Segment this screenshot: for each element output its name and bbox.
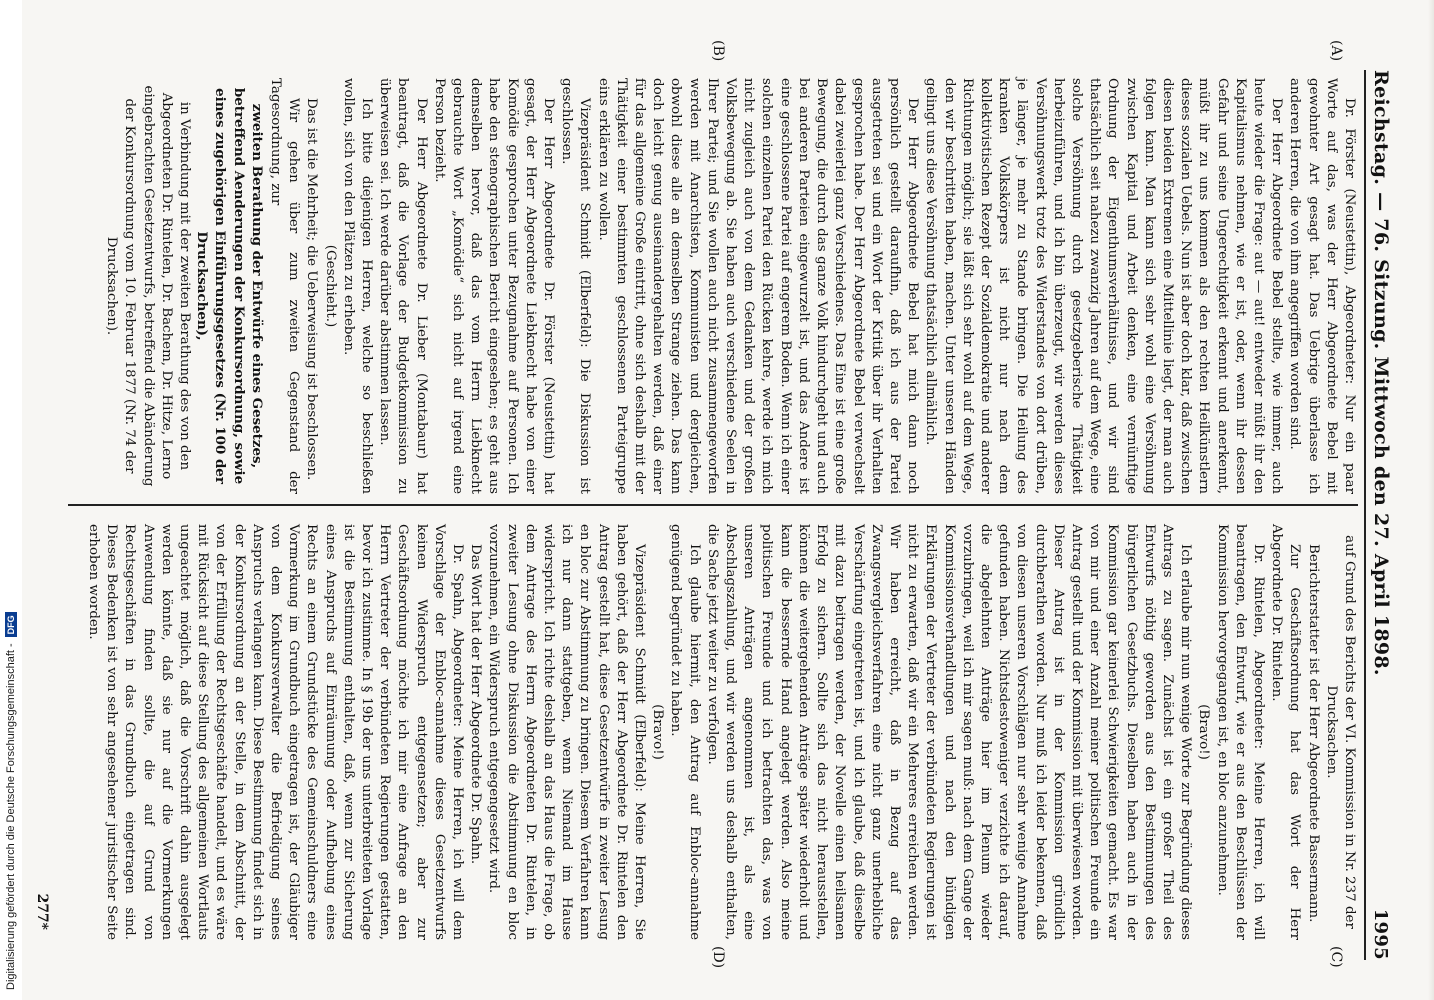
page-number: 1995 — [1370, 908, 1391, 960]
paragraph: Vizepräsident Schmidt (Elberfeld): Die Diskussion ist geschlossen. — [559, 78, 593, 494]
header-rule — [1364, 70, 1366, 960]
paragraph: Ich bitte diejenigen Herren, welche so beschließen wollen, sich von den Plätzen zu erheben. — [340, 78, 375, 494]
paragraph: Dr. Förster (Neustettin), Abgeordneter: Nur ein paar Worte auf das, was der Herr Abgeordnete Bebel mit gewohnter Art gesagt hat. Das Uebrige überlasse ich anderen Herren, die von ihm angegriffen worden sind. — [1287, 78, 1357, 494]
paragraph: Das Wort hat der Herr Abgeordnete Dr. Spahn. — [468, 544, 484, 865]
paragraph: Berichterstatter ist der Herr Abgeordnete Bassermann. — [1305, 544, 1321, 923]
page-header — [1370, 70, 1410, 960]
paragraph: Das ist die Mehrheit; die Ueberweisung ist beschlossen. — [304, 98, 320, 481]
signature-mark: 277* — [34, 893, 50, 930]
paragraph: Ich erlaube mir nun wenige Worte zur Begründung dieses Antrags zu sagen. Zunächst ist ein großer Theil des Entwurfs nöthig geworden aus den Bestimmungen des bürgerlichen Gesetzbuchs. Dieselben haben auch in der Kommission gar keinerlei Schwierigkeiten gemacht. Es war von mir und einer Anzahl meiner politischen Freunde ein Antrag gestellt und der Kommission mit überwiesen worden. Dieser Antrag ist in der Kommission gründlich durchberathen worden. Nur muß ich leider bekennen, daß von diesen unseren Vorschlägen nur sehr wenige Annahme gefunden haben. Nichtsdestoweniger verzichte ich darauf, die abgelehnten Anträge hier im Plenum wieder vorzubringen, weil ich mir sagen muß: nach dem Gange der Kommissionsverhandlungen und nach den bündigen Erklärungen der Vertreter der verbündeten Regierungen ist nicht zu erwarten, daß wir ein Mehreres erreichen werden. Wir haben erreicht, daß in Bezug auf das Zwangsvergleichsverfahren eine nicht ganz unerhebliche Verschärfung eingetreten ist, und ich glaube, daß dieselbe mit dazu beitragen werden, der Novelle einen heilsamen Erfolg zu sichern. Sollte sich das nicht herausstellen, können die weitergehenden Anträge später wiederholt und kann die bessernde Hand angelegt werden. Also meine politischen Freunde und ich betrachten das, was von unseren Anträgen angenommen ist, als eine Abschlagszahlung, und wir werden uns deshalb enthalten, die Sache jetzt weiter zu verfolgen. — [704, 524, 1194, 940]
left-column — [102, 78, 1358, 494]
stage-direction: (Bravo!) — [1196, 704, 1212, 760]
paragraph: Dr. Rintelen, Abgeordneter: Meine Herren, ich will beantragen, den Entwurf, wie er aus den Beschlüssen der Kommission hervorgegangen ist, en bloc anzunehmen. — [1214, 524, 1266, 940]
margin-marker-a: (A) — [1328, 40, 1344, 62]
page-title: Reichstag. — 76. Sitzung. Mittwoch den 27. April 1898. — [1370, 70, 1392, 676]
paragraph: Ich glaube hiermit, den Antrag auf Enbloc-annahme genügend begründet zu haben. — [668, 524, 702, 940]
dfg-logo-icon: DFG — [5, 612, 17, 637]
paragraph: Der Herr Abgeordnete Dr. Lieber (Montabaur) hat beantragt, daß die Vorlage der Budgetkommission zu überweisen sei. Ich werde darüber abstimmen lassen. — [377, 78, 429, 494]
paragraph: auf Grund des Berichts der VI. Kommission in Nr. 237 der Drucksachen. — [1323, 535, 1357, 929]
margin-marker-b: (B) — [710, 40, 726, 62]
margin-marker-c: (C) — [1328, 946, 1344, 968]
dfg-credit-text: Digitalisierung gefördert durch die Deutsche Forschungsgemeinschaft - — [5, 643, 17, 990]
paragraph: Dr. Spahn, Abgeordneter: Meine Herren, ich will dem Vorschlage der Enbloc-annahme dieses Gesetzentwurfs keinen Widerspruch entgegensetzen; aber zur Geschäftsordnung möchte ich mir eine Anfrage an den Herrn Vertreter der verbündeten Regierungen gestatten, bevor ich zustimme. In § 19b der uns unterbreiteten Vorlage ist die Bestimmung enthalten, daß, wenn zur Sicherung eines Anspruchs auf Einräumung oder Aufhebung eines Rechts an einem Grundstücke des Gemeinschuldners eine Vormerkung im Grundbuch eingetragen ist, der Gläubiger von dem Konkursverwalter die Befriedigung seines Anspruchs verlangen kann. Diese Bestimmung findet sich in der Konkursordnung an der Stelle, in dem Abschnitt, der von der Erfüllung der Rechtsgeschäfte handelt, und es wäre mit Rücksicht auf diese Stellung des allgemeinen Wortlauts ungeachtet möglich, daß die Vorschrift dahin ausgelegt werden könnte, daß sie nur auf die Vormerkungen Anwendung finden sollte, die auf Grund von Rechtsgeschäften in das Grundbuch eingetragen sind. Dieses Bedenken ist von sehr angesehener juristischer Seite erhoben worden. — [85, 524, 466, 940]
paragraph: Vizepräsident Schmidt (Elberfeld): Meine Herren, Sie haben gehört, daß der Herr Abgeordnete Dr. Rintelen den Antrag gestellt hat, diese Gesetzentwürfe in zweiter Lesung en bloc zur Abstimmung zu bringen. Diesem Verfahren kann ich nur dann stattgeben, wenn Niemand im Hause widerspricht. Ich richte deshalb an das Haus die Frage, ob dem Antrage des Herrn Abgeordneten Dr. Rintelen, in zweiter Lesung ohne Diskussion die Abstimmung en bloc vorzunehmen, ein Widerspruch entgegengesetzt wird. — [486, 524, 648, 940]
paragraph: Zur Geschäftsordnung hat das Wort der Herr Abgeordnete Dr. Rintelen. — [1269, 524, 1303, 940]
agenda-item-detail: in Verbindung mit der zweiten Berathung des von den Abgeordneten Dr. Rintelen, Dr. Bachem, Dr. Hitze, Lerno eingebrachten Gesetzentwurfs, betreffend die Abänderung der Konkursordnung vom 10. Februar 1877 (Nr. 74 der Drucksachen). — [104, 85, 192, 487]
column-divider — [68, 504, 1358, 506]
stage-direction: (Bravo!) — [650, 704, 666, 760]
paragraph: Wir gehen über zum zweiten Gegenstand der Tagesordnung, zur — [268, 78, 302, 494]
margin-marker-d: (D) — [710, 946, 726, 969]
right-column — [84, 524, 1358, 940]
paragraph: Der Herr Abgeordnete Bebel hat mich dann noch persönlich gestellt daraufhin, daß ich aus der Partei ausgetreten sei und ein Wort der Kritik über ihr Verhalten gesprochen habe. Der Herr Abgeordnete Bebel verwechselt dabei zweierlei ganz Verschiedenes. Das Eine ist eine große Bewegung, die durch das ganze Volk hindurchgeht und auch bei anderen Parteien eingewurzelt ist, und das Andere ist eine geschlossene Partei auf engerem Boden. Wenn ich einer solchen einzelnen Partei den Rücken kehre, werde ich mich nicht zugleich auch von dem Gedanken und der großen Volksbewegung ab. Sie haben auch verschiedene Seelen in Ihrer Partei; und Sie wollen auch nicht zusammengeworfen werden mit Anarchisten, Kommunisten und dergleichen, obwohl diese alle an demselben Strange ziehen. Das kann doch leicht genug auseinandergehalten werden, daß einer für das allgemeine Große eintritt, ohne sich deshalb mit der Thätigkeit einer bestimmten geschlossenen Parteigruppe eins erklären zu wollen. — [595, 78, 921, 494]
paragraph: Der Herr Abgeordnete Bebel stellte, wie immer, auch heute wieder die Frage: aut — aut! entweder müßt ihr den Kapitalismus nehmen, wie er ist, oder, wenn ihr dessen Gefahr und seine Ungerechtigkeit erkennt und anerkennt, müßt ihr zu uns kommen als den rechten Heilkünstlern dieses sozialen Uebels. Nun ist aber doch klar, daß zwischen diesen beiden Extremen eine Mittellinie liegt, der man auch folgen kann. Man kann sich sehr wohl eine Versöhnung zwischen Kapital und Arbeit denken, eine vernünftige Ordnung der Eigenthumsverhältnisse, und wir sind thatsächlich seit nahezu zwanzig Jahren auf dem Wege, eine solche Versöhnung durch gesetzgeberische Thätigkeit herbeizuführen, und ich bin überzeugt, wir werden dieses Versöhnungswerk trotz des Widerstandes von dort drüben, je länger, je mehr zu Stande bringen. Die Heilung des kranken Volkskörpers ist nicht nur nach dem kollektivistischen Rezept der Sozialdemokratie und anderer Richtungen möglich; sie läßt sich sehr wohl auf dem Wege, den wir beschritten haben, machen. Unter unseren Händen gelingt uns diese Versöhnung thatsächlich allmählich. — [923, 78, 1285, 494]
paragraph: Der Herr Abgeordnete Dr. Förster (Neustettin) hat gesagt, der Herr Abgeordnete Liebknecht habe von einer Komödie gesprochen unter Bezugnahme auf Personen. Ich habe den stenographischen Bericht eingesehen; es geht aus demselben hervor, daß das vom Herrn Liebknecht gebrauchte Wort „Komödie“ sich nicht auf irgend eine Person bezieht. — [431, 78, 557, 494]
agenda-item-heading: zweiten Berathung der Entwürfe eines Gesetzes, betreffend Aenderungen der Konkursordnung, sowie eines zugehörigen Einführungsgesetzes (Nr. 100 der Drucksachen), — [194, 87, 265, 485]
stage-direction: (Geschieht.) — [322, 244, 338, 328]
